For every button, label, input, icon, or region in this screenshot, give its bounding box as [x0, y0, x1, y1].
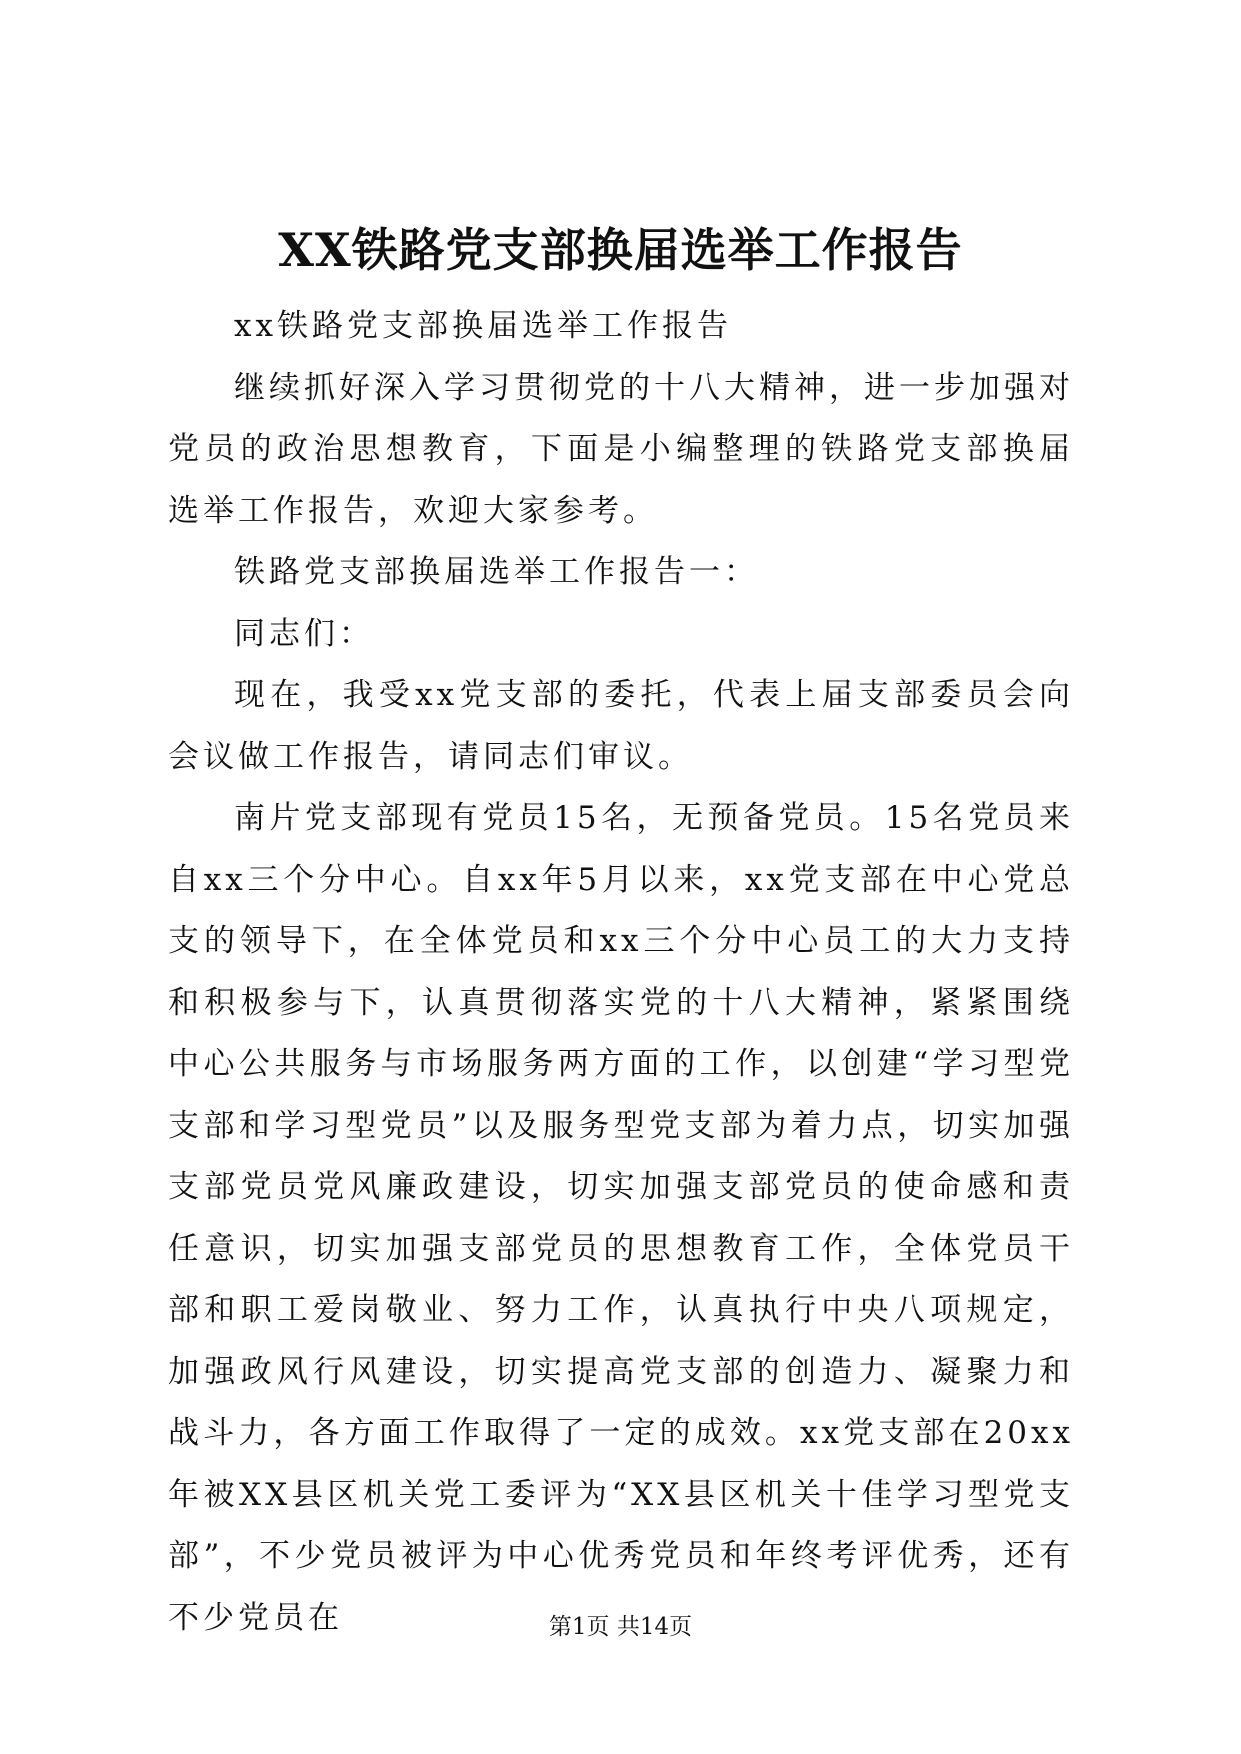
document-body — [168, 296, 1074, 1649]
paragraph-intro: 继续抓好深入学习贯彻党的十八大精神，进一步加强对党员的政治思想教育，下面是小编整理的铁路党支部换届选举工作报告，欢迎大家参考。 — [168, 369, 1074, 529]
paragraph-salutation: 同志们： — [234, 615, 374, 652]
paragraph-opening: 现在，我受xx党支部的委托，代表上届支部委员会向会议做工作报告，请同志们审议。 — [168, 677, 1074, 775]
document-title: XX铁路党支部换届选举工作报告 — [278, 223, 963, 277]
page-footer: 第1页 共14页 — [548, 1614, 693, 1640]
paragraph-subtitle: xx铁路党支部换届选举工作报告 — [234, 308, 732, 344]
paragraph-main: 南片党支部现有党员15名，无预备党员。15名党员来自xx三个分中心。自xx年5月以来，xx党支部在中心党总支的领导下，在全体党员和xx三个分中心员工的大力支持和积极参与下，认真贯彻落实党的十八大精神，紧紧围绕中心公共服务与市场服务两方面的工作，以创建“学习型党支部和学习型党员”以及服务型党支部为着力点，切实加强支部党员党风廉政建设，切实加强支部党员的使命感和责任意识，切实加强支部党员的思想教育工作，全体党员干部和职工爱岗敬业、努力工作，认真执行中央八项规定，加强政风行风建设，切实提高党支部的创造力、凝聚力和战斗力，各方面工作取得了一定的成效。xx党支部在20xx年被XX县区机关党工委评为“XX县区机关十佳学习型党支部”，不少党员被评为中心优秀党员和年终考评优秀，还有不少党员在 — [168, 800, 1074, 1636]
paragraph-section-heading: 铁路党支部换届选举工作报告一： — [234, 554, 759, 590]
